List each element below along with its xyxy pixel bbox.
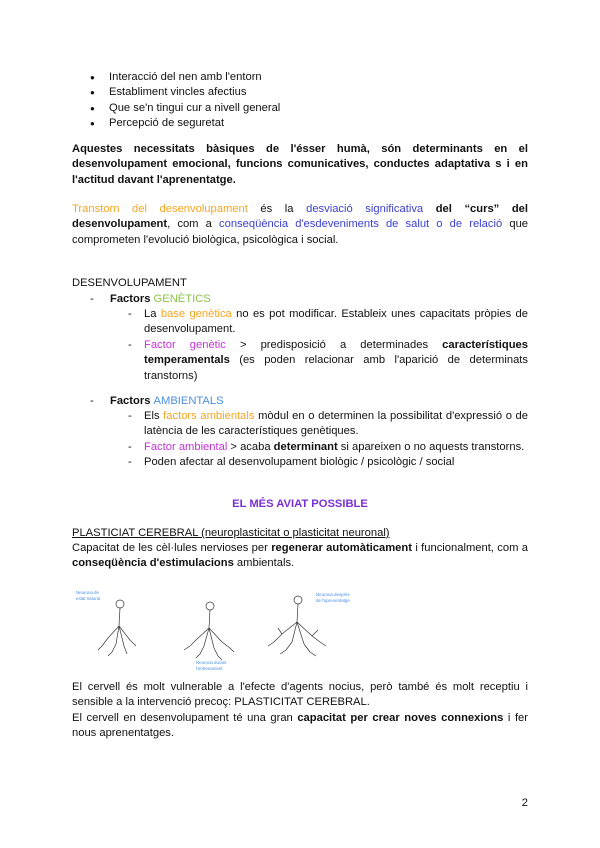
list-item: - Els factors ambientals mòdul en o determinen la possibilitat d'expressió o de latència de les característiques genètiques. bbox=[128, 409, 528, 440]
environmental-factors-section bbox=[90, 394, 528, 409]
list-item: ● Interacció del nen amb l'entorn bbox=[90, 70, 490, 85]
plasticity-title: PLASTICIAT CEREBRAL (neuroplasticitat o plasticitat neuronal) bbox=[72, 527, 390, 539]
figure-label: Neurona de bbox=[76, 590, 99, 595]
neuron-natural bbox=[98, 600, 136, 656]
figure-label: estat natural bbox=[76, 596, 101, 601]
page-number: 2 bbox=[521, 797, 528, 809]
consequence-term: conseqüència d'esdeveniments de salut o de relació bbox=[219, 218, 503, 231]
disorder-term: Transtorn del desenvolupament bbox=[72, 203, 248, 215]
figure-label: Neurona durant bbox=[196, 660, 227, 665]
list-item: ● Percepció de seguretat bbox=[90, 116, 490, 131]
genetic-items bbox=[72, 307, 528, 384]
list-item: - Factor genètic > predisposició a determinades característiques temperamentals (es poden relacionar amb l'aparició de determinats transtorns) bbox=[128, 338, 528, 384]
needs-paragraph: Aquestes necessitats bàsiques de l'ésser humà, són determinants en el desenvolupament emocional, funcions comunicatives, conductes adaptativa s i en l'actitud davant l'aprenentatge. bbox=[72, 143, 528, 186]
genetic-factors-section bbox=[90, 292, 528, 307]
figure-label: Neurona després bbox=[316, 592, 350, 597]
vulnerability-paragraph: El cervell és molt vulnerable a l'efecte d'agents nocius, però també és molt receptiu i sensible a la intervenció precoç: PLASTICITAT CEREBRAL. bbox=[72, 681, 528, 709]
neuron-learned bbox=[268, 596, 326, 656]
environmental-factors-title: - Factors AMBIENTALS bbox=[90, 394, 528, 409]
neuron-plasticity-figure bbox=[72, 586, 352, 671]
neuron-training bbox=[184, 602, 234, 660]
genetic-factors-title: - Factors GENÈTICS bbox=[90, 292, 528, 307]
list-item: ● Establiment vincles afectius bbox=[90, 85, 490, 100]
figure-label: de l'aprenentatge bbox=[316, 598, 350, 603]
connections-paragraph: El cervell en desenvolupament té una gran capacitat per crear noves connexions i fer nous aprenentatges. bbox=[72, 712, 528, 740]
plasticity-definition: Capacitat de les cèl·lules nervioses per regenerar automàticament i funcionalment, com a conseqüència d'estimulacions ambientals. bbox=[72, 542, 528, 570]
list-item: - Factor ambiental > acaba determinant si apareixen o no aquests transtorns. bbox=[128, 440, 528, 455]
figure-label: l'entrenament bbox=[196, 666, 223, 671]
list-item: - La base genètica no es pot modificar. Estableix unes capacitats pròpies de desenvolupament. bbox=[128, 307, 528, 338]
list-item: ● Que se'n tingui cur a nivell general bbox=[90, 101, 490, 116]
needs-list bbox=[90, 70, 490, 132]
disorder-definition: Transtorn del desenvolupament és la desviació significativa del “curs” del desenvolupament, com a conseqüència d'esdeveniments de salut o de relació que comprometen l'evolució biològica, psicològica i social. bbox=[72, 203, 529, 246]
list-item: - Poden afectar al desenvolupament biològic / psicològic / social bbox=[128, 455, 528, 470]
early-heading: EL MÉS AVIAT POSSIBLE bbox=[232, 498, 368, 510]
development-heading: DESENVOLUPAMENT bbox=[72, 277, 187, 289]
environmental-items bbox=[72, 409, 528, 471]
deviation-term: desviació significativa bbox=[306, 203, 424, 215]
